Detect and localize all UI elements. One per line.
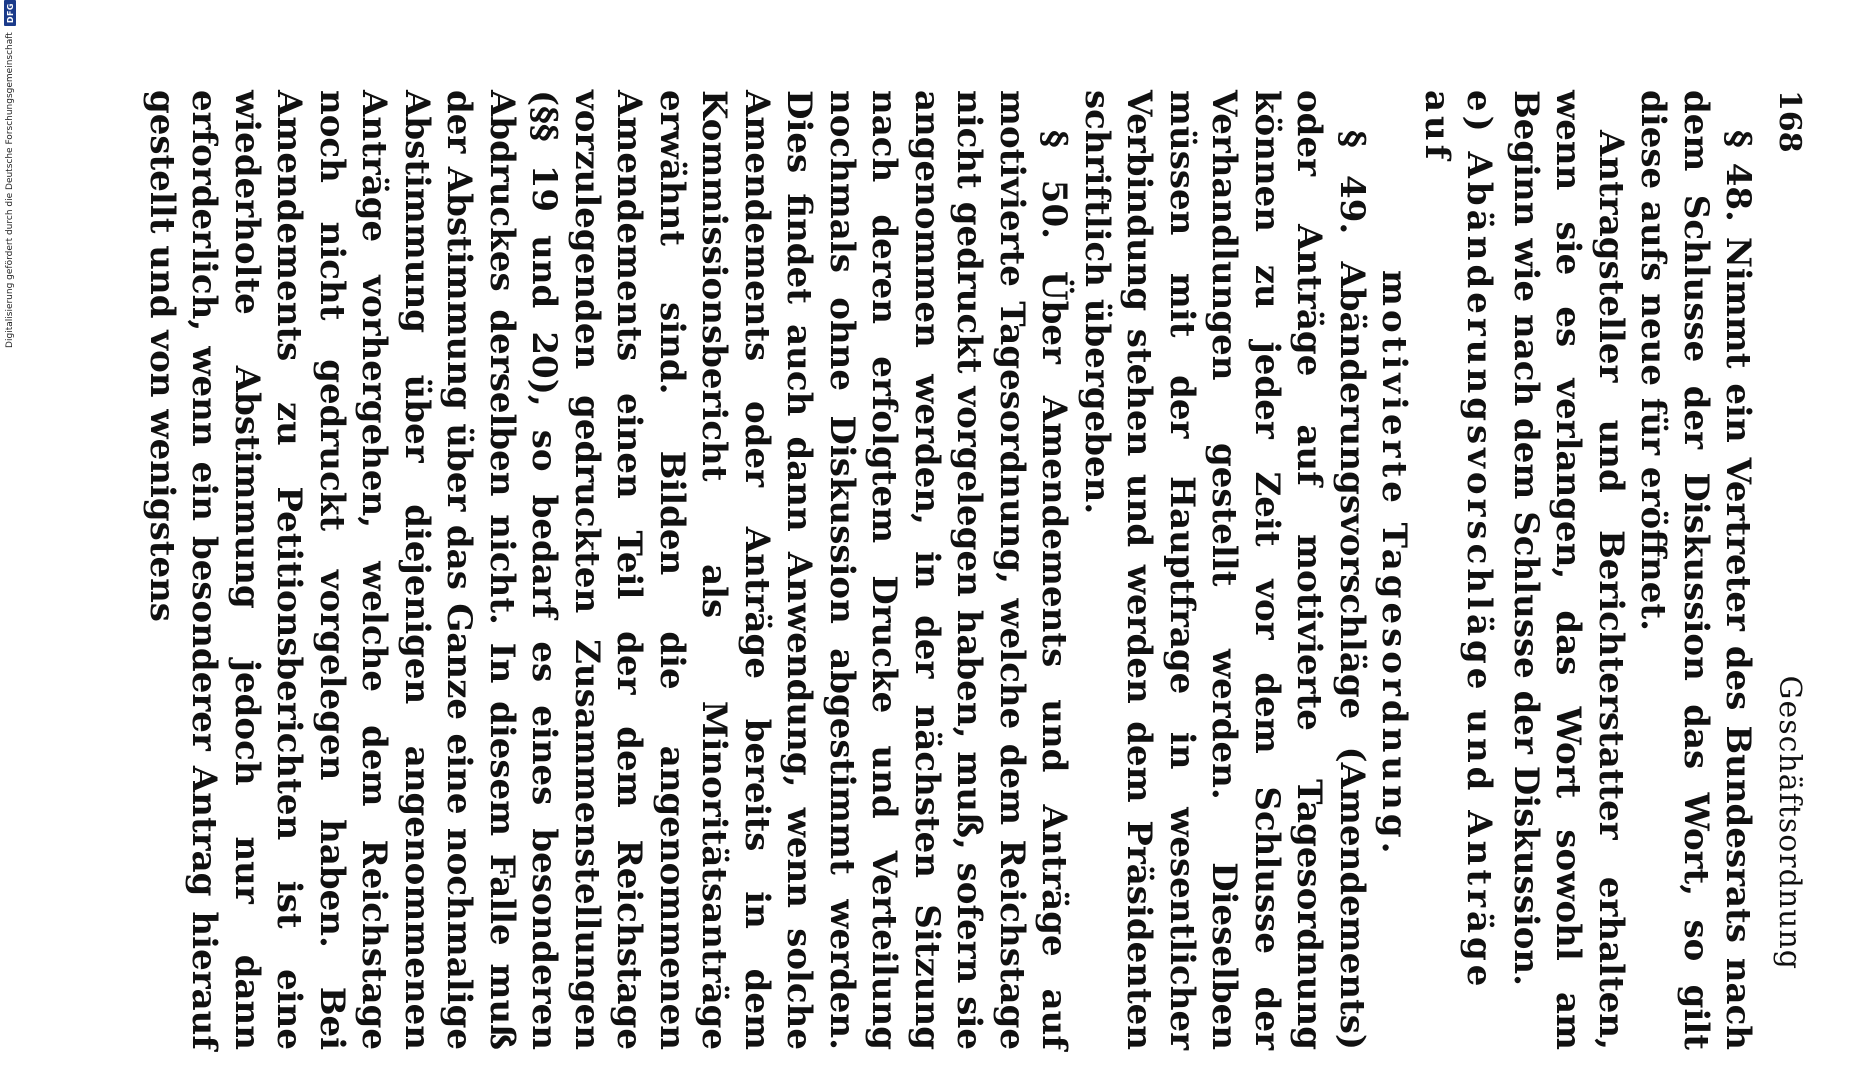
running-head bbox=[1768, 90, 1811, 1050]
digitization-footer bbox=[2, 0, 18, 1000]
section-heading-line1: e) Abänderungsvorschläge und Anträge auf bbox=[1417, 90, 1500, 991]
footer-text: Digitalisierung gefördert durch die Deutsche Forschungsgemeinschaft bbox=[5, 32, 15, 348]
paragraph-48: § 48. Nimmt ein Vertreter des Bundesrats nach dem Schlusse der Diskussion das Wort, so gilt diese aufs neue für eröffnet. bbox=[1633, 90, 1759, 1050]
paragraph-50: § 50. Über Amendements und Anträge auf motivierte Tagesordnung, welche dem Reichstage nicht gedruckt vorgelegen haben, muß, sofern sie angenommen werden, in der nächsten Sitzung nach deren erfolgtem Drucke und Verteilung nochmals ohne Diskussion abgestimmt werden. Dies findet auch dann Anwendung, wenn solche Amendements oder Anträge bereits in dem Kommissionsbericht als Minoritätsanträge erwähnt sind. Bilden die angenommenen Amendements einen Teil der dem Reichstage vorzulegenden gedruckten Zusammenstellungen (§§ 19 und 20), so bedarf es eines besonderen Abdruckes derselben nicht. In diesem Falle muß der Abstimmung über das Ganze eine nochmalige Abstimmung über diejenigen angenommenen Anträge vorhergehen, welche dem Reichstage noch nicht gedruckt vorgelegen haben. Bei Amendements zu Petitionsberichten ist eine wiederholte Abstimmung jedoch nur dann erforderlich, wenn ein besonderer Antrag hierauf gestellt und von wenigstens bbox=[142, 90, 1075, 1050]
page-number: 168 bbox=[1772, 90, 1807, 153]
section-heading-line2: motivierte Tagesordnung. bbox=[1374, 270, 1415, 858]
page-content bbox=[142, 70, 1825, 1070]
section-heading-e bbox=[1373, 90, 1501, 1050]
scanned-page bbox=[142, 70, 1825, 1050]
running-title: Geschäftsordnung bbox=[1772, 675, 1807, 970]
paragraph-48b: Antragsteller und Berichterstatter erhalten, wenn sie es verlangen, das Wort sowohl am Beginn wie nach dem Schlusse der Diskussion. bbox=[1506, 90, 1631, 1050]
dfg-logo: DFG bbox=[4, 0, 16, 26]
paragraph-49: § 49. Abänderungsvorschläge (Amendements) oder Anträge auf motivierte Tagesordnung können zu jeder Zeit vor dem Schlusse der Verhandlungen gestellt werden. Dieselben müssen mit der Hauptfrage in wesentlicher Verbindung stehen und werden dem Präsidenten schriftlich übergeben. bbox=[1077, 90, 1372, 1050]
